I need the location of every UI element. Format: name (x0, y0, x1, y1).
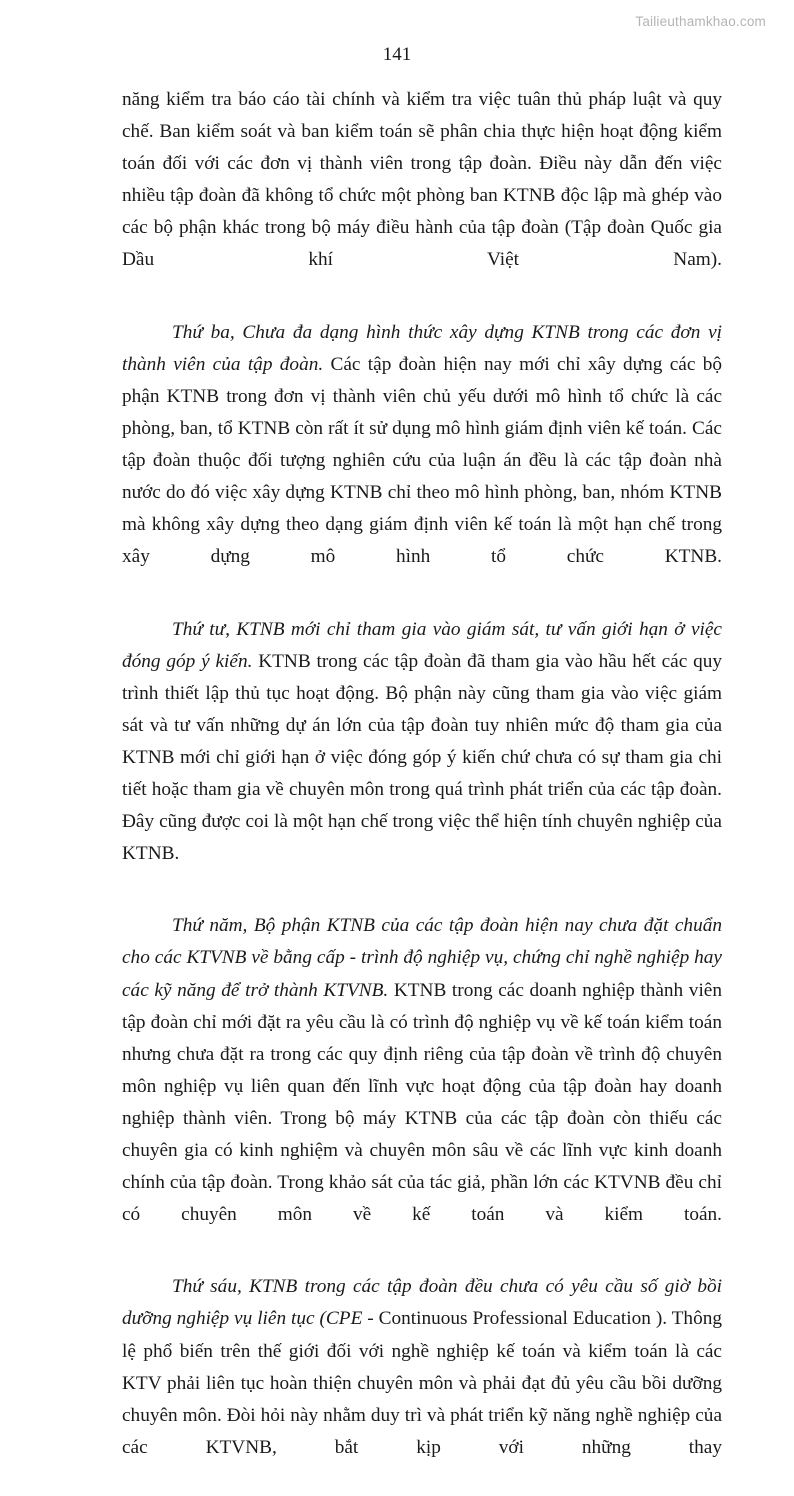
page-body (122, 84, 722, 1496)
italic-lead-in: Thứ sáu, KTNB trong các tập đoàn đều chưa có yêu cầu số giờ bồi dưỡng nghiệp vụ liên tục (CPE (122, 1276, 722, 1330)
text-run: Thông lệ phổ biến trên thế giới đối với nghề nghiệp kế toán và kiểm toán là các KTV phải liên tục hoàn thiện chuyên môn và phải đạt đủ yêu cầu bồi dưỡng chuyên môn. Đòi hỏi này nhằm duy trì và phát triển kỹ năng nghề nghiệp của các KTVNB, bắt kịp với những thay (122, 1308, 722, 1458)
paragraph-thu-sau (122, 1271, 722, 1496)
paragraph-thu-tu (122, 614, 722, 903)
italic-lead-in: Thứ tư, KTNB mới chỉ tham gia vào giám sát, tư vấn giới hạn ở việc đóng góp ý kiến. (122, 618, 722, 672)
text-run: KTNB trong các doanh nghiệp thành viên tập đoàn chỉ mới đặt ra yêu cầu là có trình độ nghiệp vụ về kế toán kiểm toán nhưng chưa đặt ra trong các quy định riêng của tập đoàn về trình độ chuyên môn nghiệp vụ liên quan đến lĩnh vực hoạt động của tập đoàn hay doanh nghiệp thành viên. Trong bộ máy KTNB của các tập đoàn còn thiếu các chuyên gia có kinh nghiệm và chuyên môn sâu về các lĩnh vực kinh doanh chính của tập đoàn. Trong khảo sát của tác giả, phần lớn các KTVNB đều chỉ có chuyên môn về kế toán và kiểm toán. (122, 979, 723, 1226)
text-run: Các tập đoàn hiện nay mới chỉ xây dựng các bộ phận KTNB trong đơn vị thành viên chủ yếu dưới mô hình tổ chức là các phòng, ban, tổ KTNB còn rất ít sử dụng mô hình giám định viên kế toán. Các tập đoàn thuộc đối tượng nghiên cứu của luận án đều là các tập đoàn nhà nước do đó việc xây dựng KTNB chỉ theo mô hình phòng, ban, nhóm KTNB mà không xây dựng theo dạng giám định viên kế toán là một hạn chế trong xây dựng mô hình tổ chức KTNB. (122, 353, 722, 568)
page-number: 141 (382, 44, 412, 65)
text-run: năng kiểm tra báo cáo tài chính và kiểm tra việc tuân thủ pháp luật và quy chế. Ban kiểm soát và ban kiểm toán sẽ phân chia thực hiện hoạt động kiểm toán đối với các đơn vị thành viên trong tập đoàn. Điều này dẫn đến việc nhiều tập đoàn đã không tổ chức một phòng ban KTNB độc lập mà ghép vào các bộ phận khác trong bộ máy điều hành của tập đoàn (Tập đoàn Quốc gia Dầu khí Việt Nam). (122, 89, 722, 271)
italic-lead-in: Thứ ba, Chưa đa dạng hình thức xây dựng KTNB trong các đơn vị thành viên của tập đoàn. (122, 321, 722, 375)
italic-lead-in: Thứ năm, Bộ phận KTNB của các tập đoàn hiện nay chưa đặt chuẩn cho các KTVNB về bằng cấp - trình độ nghiệp vụ, chứng chỉ nghề nghiệp hay các kỹ năng để trở thành KTVNB. (122, 915, 722, 1001)
abbreviation-expansion: - Continuous Professional Education ). (362, 1308, 668, 1330)
text-run: KTNB trong các tập đoàn đã tham gia vào hầu hết các quy trình thiết lập thủ tục hoạt động. Bộ phận này cũng tham gia vào việc giám sát và tư vấn những dự án lớn của tập đoàn tuy nhiên mức độ tham gia của KTNB mới chỉ giới hạn ở việc đóng góp ý kiến chứ chưa có sự tham gia chi tiết hoặc tham gia về chuyên môn trong quá trình phát triển của các tập đoàn. Đây cũng được coi là một hạn chế trong việc thể hiện tính chuyên nghiệp của KTNB. (122, 650, 723, 865)
paragraph-thu-nam (122, 910, 722, 1263)
paragraph-continued (122, 84, 722, 309)
paragraph-thu-ba (122, 317, 722, 606)
watermark-text: Tailieuthamkhao.com (635, 14, 766, 29)
